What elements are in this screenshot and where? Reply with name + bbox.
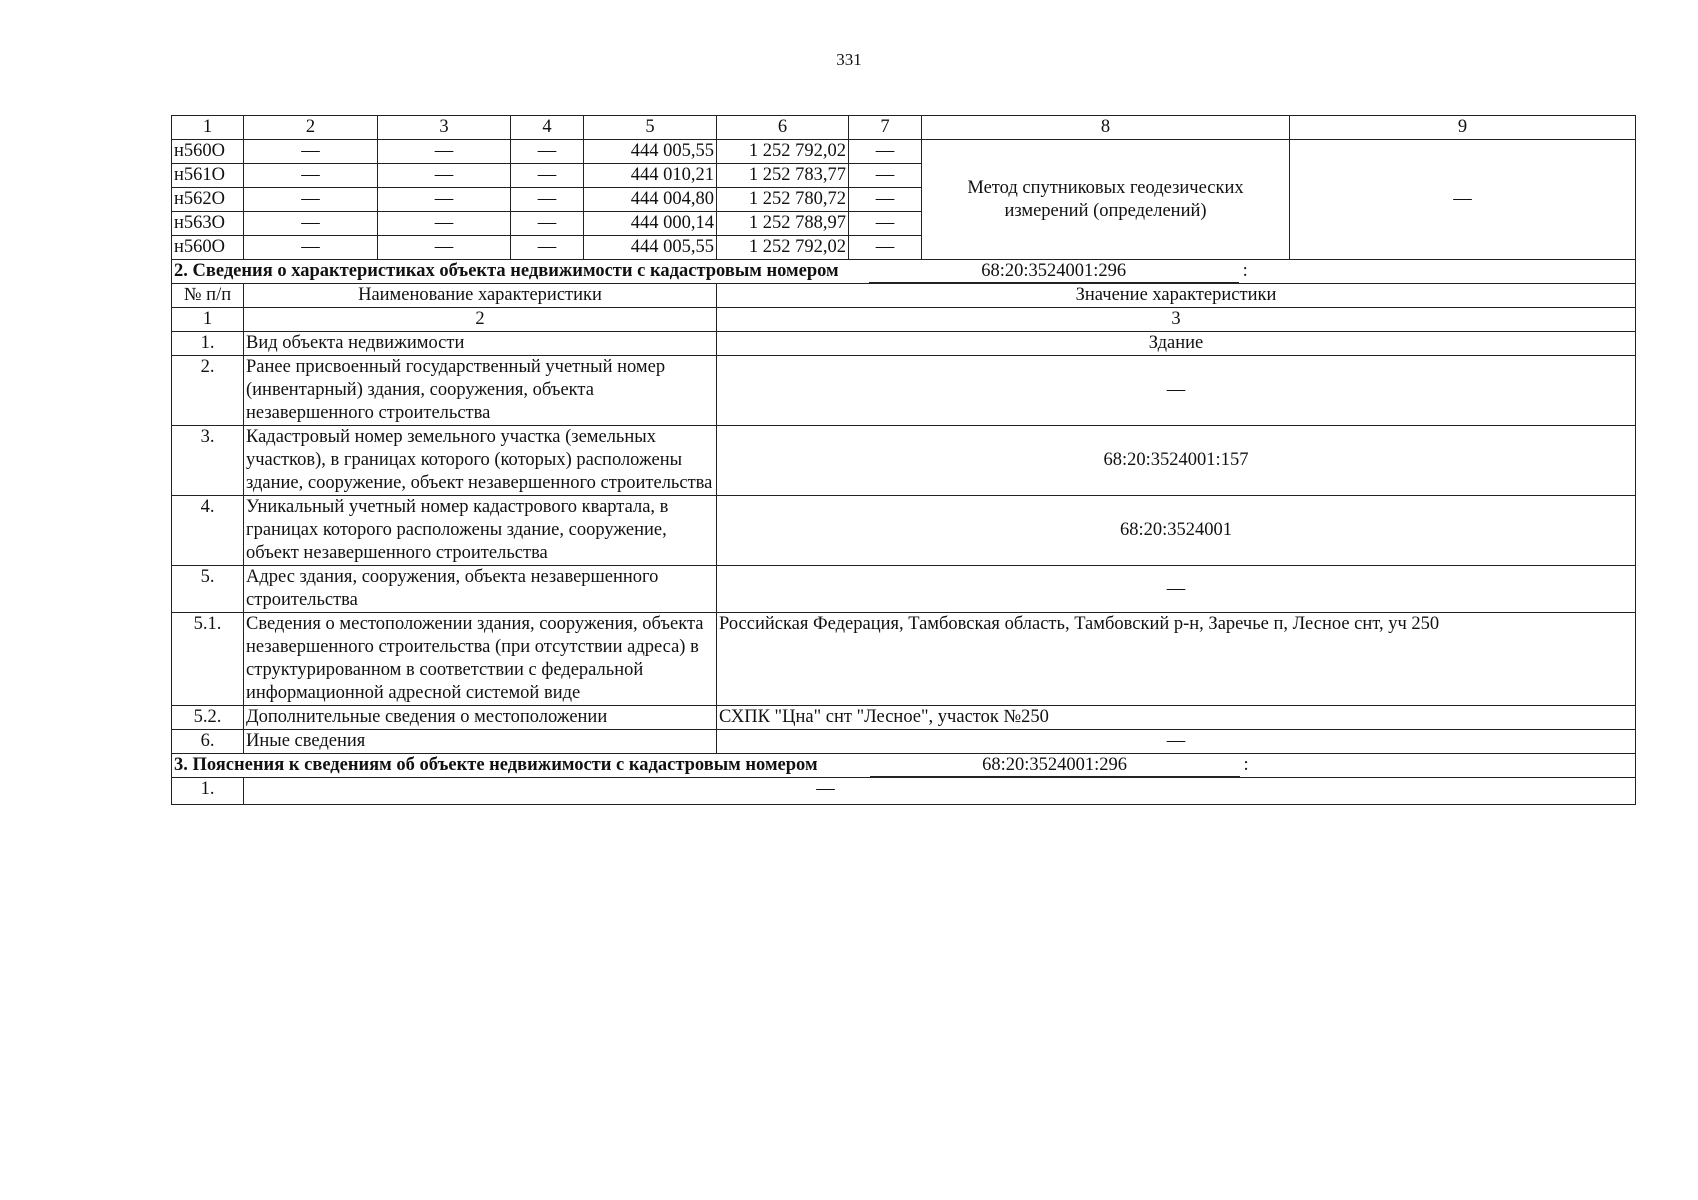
point-name: н560О xyxy=(172,140,244,164)
coords-header-cell: 8 xyxy=(922,116,1290,140)
col9-cell: — xyxy=(1290,140,1636,260)
page-number: 331 xyxy=(836,50,862,69)
coords-cell: — xyxy=(378,164,511,188)
row-number: 1. xyxy=(172,778,244,805)
coords-header-cell: 1 xyxy=(172,116,244,140)
index-cell: 2 xyxy=(244,308,717,332)
coords-cell: — xyxy=(849,188,922,212)
coord-x: 444 010,21 xyxy=(584,164,717,188)
characteristic-value: Здание xyxy=(717,332,1636,356)
point-name: н560О xyxy=(172,236,244,260)
coords-cell: — xyxy=(849,164,922,188)
coords-header-row xyxy=(172,116,1636,140)
coords-cell: — xyxy=(511,188,584,212)
coord-y: 1 252 792,02 xyxy=(717,236,849,260)
coord-y: 1 252 788,97 xyxy=(717,212,849,236)
characteristic-name: Уникальный учетный номер кадастрового квартала, в границах которого расположены здание, сооружение, объект незавершенного строительства xyxy=(244,496,717,566)
coords-cell: — xyxy=(378,212,511,236)
coords-cell: — xyxy=(244,212,378,236)
coord-y: 1 252 783,77 xyxy=(717,164,849,188)
name-header: Наименование характеристики xyxy=(244,284,717,308)
characteristic-name: Иные сведения xyxy=(244,730,717,754)
coord-y: 1 252 792,02 xyxy=(717,140,849,164)
explanation-value: — xyxy=(244,778,1636,805)
characteristic-name: Вид объекта недвижимости xyxy=(244,332,717,356)
row-number: 4. xyxy=(172,496,244,566)
point-name: н561О xyxy=(172,164,244,188)
section3-title: 3. Пояснения к сведениям об объекте недвижимости с кадастровым номером xyxy=(174,755,818,775)
coords-cell: — xyxy=(378,140,511,164)
coords-header-cell: 4 xyxy=(511,116,584,140)
row-number: 5.2. xyxy=(172,706,244,730)
row-number: 2. xyxy=(172,356,244,426)
characteristic-name: Сведения о местоположении здания, сооружения, объекта незавершенного строительства (при отсутствии адреса) в структурированном в соответствии с федеральной информационной адресной системой виде xyxy=(244,613,717,706)
coords-cell: — xyxy=(378,188,511,212)
cadastral-table xyxy=(171,115,1636,805)
coords-header-cell: 9 xyxy=(1290,116,1636,140)
section2-cadastral-number: 68:20:3524001:296 xyxy=(869,260,1239,283)
row-number: 5. xyxy=(172,566,244,613)
section2-colon: : xyxy=(1242,261,1248,281)
index-cell: 1 xyxy=(172,308,244,332)
characteristic-value: Российская Федерация, Тамбовская область, Тамбовский р-н, Заречье п, Лесное снт, уч 250 xyxy=(717,613,1636,706)
coords-cell: — xyxy=(511,212,584,236)
characteristic-row xyxy=(172,356,1636,426)
coords-header-cell: 2 xyxy=(244,116,378,140)
section3-title-row xyxy=(172,754,1636,778)
characteristic-value: — xyxy=(717,730,1636,754)
coords-cell: — xyxy=(244,236,378,260)
coord-x: 444 000,14 xyxy=(584,212,717,236)
characteristic-row xyxy=(172,730,1636,754)
coords-cell: — xyxy=(849,236,922,260)
coords-cell: — xyxy=(849,140,922,164)
coords-cell: — xyxy=(511,164,584,188)
coords-row xyxy=(172,140,1636,164)
characteristic-name: Кадастровый номер земельного участка (земельных участков), в границах которого (которых) расположены здание, сооружение, объект незавершенного строительства xyxy=(244,426,717,496)
section3-colon: : xyxy=(1243,755,1249,775)
characteristic-value: 68:20:3524001 xyxy=(717,496,1636,566)
coords-cell: — xyxy=(511,140,584,164)
row-number: 5.1. xyxy=(172,613,244,706)
point-name: н563О xyxy=(172,212,244,236)
characteristic-row xyxy=(172,566,1636,613)
characteristic-name: Ранее присвоенный государственный учетный номер (инвентарный) здания, сооружения, объекта незавершенного строительства xyxy=(244,356,717,426)
characteristic-name: Адрес здания, сооружения, объекта незавершенного строительства xyxy=(244,566,717,613)
coords-cell: — xyxy=(511,236,584,260)
section2-title-row xyxy=(172,260,1636,284)
coords-header-cell: 5 xyxy=(584,116,717,140)
section2-title: 2. Сведения о характеристиках объекта недвижимости с кадастровым номером xyxy=(174,261,839,281)
coords-cell: — xyxy=(849,212,922,236)
coords-header-cell: 3 xyxy=(378,116,511,140)
characteristic-value: — xyxy=(717,356,1636,426)
coord-x: 444 005,55 xyxy=(584,236,717,260)
characteristic-row xyxy=(172,613,1636,706)
coord-x: 444 004,80 xyxy=(584,188,717,212)
coords-cell: — xyxy=(244,164,378,188)
method-cell: Метод спутниковых геодезических измерений (определений) xyxy=(922,140,1290,260)
num-header: № п/п xyxy=(172,284,244,308)
coords-header-cell: 7 xyxy=(849,116,922,140)
coord-y: 1 252 780,72 xyxy=(717,188,849,212)
section2-header-row xyxy=(172,284,1636,308)
row-number: 6. xyxy=(172,730,244,754)
row-number: 1. xyxy=(172,332,244,356)
characteristic-row xyxy=(172,332,1636,356)
section3-cadastral-number: 68:20:3524001:296 xyxy=(870,754,1240,777)
coord-x: 444 005,55 xyxy=(584,140,717,164)
coords-cell: — xyxy=(244,188,378,212)
point-name: н562О xyxy=(172,188,244,212)
row-number: 3. xyxy=(172,426,244,496)
characteristic-row xyxy=(172,426,1636,496)
characteristic-row xyxy=(172,706,1636,730)
explanation-row xyxy=(172,778,1636,805)
document-table-wrapper xyxy=(171,115,1635,805)
section2-index-row xyxy=(172,308,1636,332)
index-cell: 3 xyxy=(717,308,1636,332)
characteristic-value: 68:20:3524001:157 xyxy=(717,426,1636,496)
coords-header-cell: 6 xyxy=(717,116,849,140)
coords-cell: — xyxy=(378,236,511,260)
characteristic-value: СХПК "Цна" снт "Лесное", участок №250 xyxy=(717,706,1636,730)
characteristic-value: — xyxy=(717,566,1636,613)
value-header: Значение характеристики xyxy=(717,284,1636,308)
characteristic-name: Дополнительные сведения о местоположении xyxy=(244,706,717,730)
characteristic-row xyxy=(172,496,1636,566)
coords-cell: — xyxy=(244,140,378,164)
